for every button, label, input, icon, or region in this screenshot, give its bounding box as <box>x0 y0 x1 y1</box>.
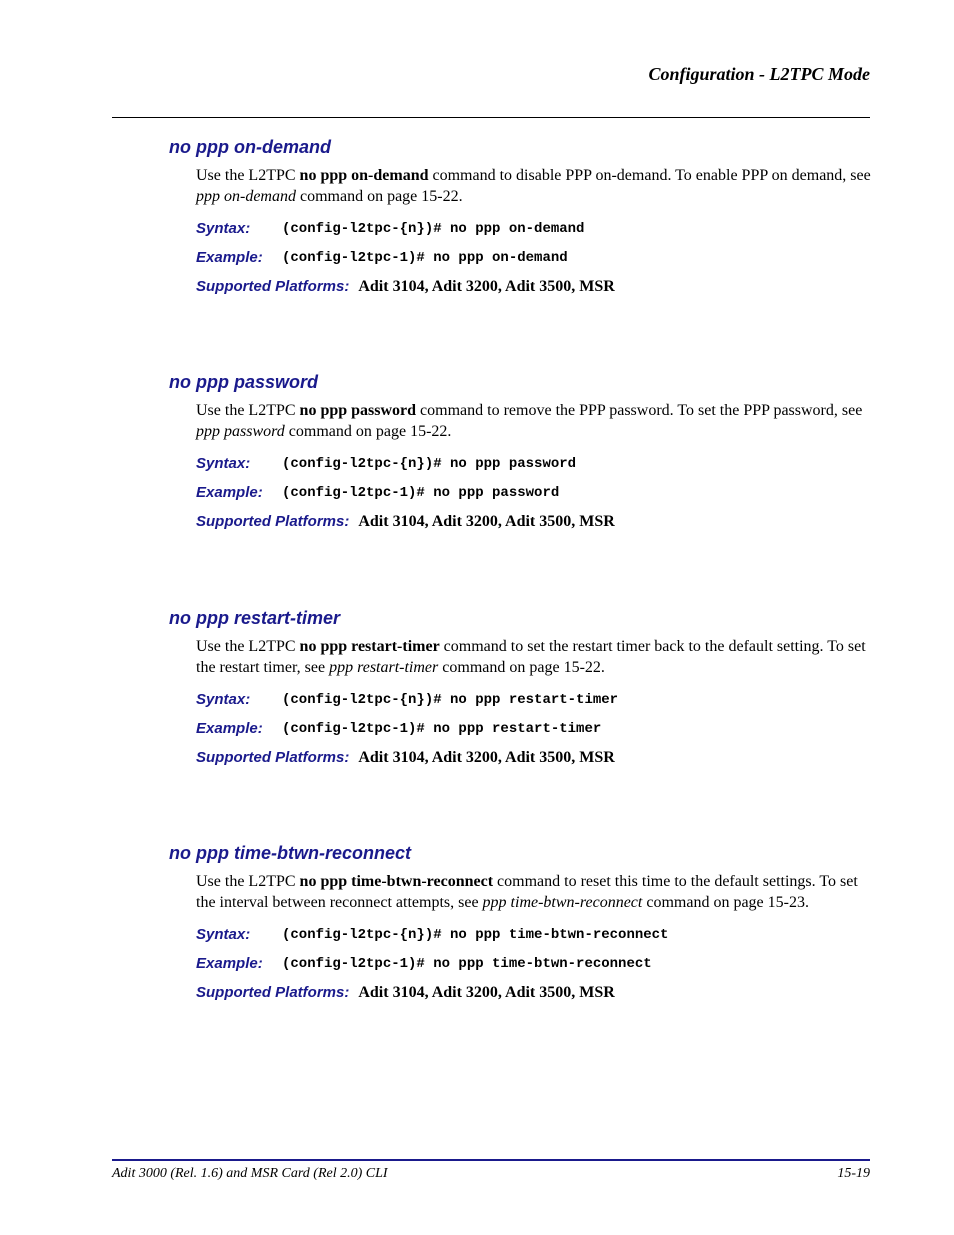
platforms-row <box>196 507 874 536</box>
syntax-row <box>196 214 874 243</box>
platforms-row <box>196 743 874 772</box>
example-label: Example: <box>196 955 263 972</box>
syntax-code: (config-l2tpc-{n})# no ppp restart-timer <box>282 691 619 708</box>
section-title: no ppp restart-timer <box>169 608 341 628</box>
example-label: Example: <box>196 720 263 737</box>
platforms-label: Supported Platforms: <box>196 278 350 295</box>
footer-rule <box>112 1159 870 1161</box>
platforms-row <box>196 978 874 1007</box>
section-description <box>196 401 871 442</box>
command-name: no ppp password <box>299 402 417 419</box>
footer-document-title: Adit 3000 (Rel. 1.6) and MSR Card (Rel 2.0) CLI <box>112 1166 388 1181</box>
syntax-row <box>196 685 874 714</box>
body-text-part: Use the L2TPC <box>196 402 300 419</box>
body-text-part: command on page 15-22. <box>284 422 452 440</box>
example-row <box>196 478 874 507</box>
section-no-ppp-on-demand <box>169 136 874 301</box>
command-name: no ppp time-btwn-reconnect <box>299 873 494 890</box>
syntax-code: (config-l2tpc-{n})# no ppp time-btwn-reconnect <box>282 926 669 943</box>
body-text-part: Use the L2TPC <box>196 167 300 184</box>
body-text-part: command on page 15-22. <box>438 658 605 676</box>
body-text-part: Use the L2TPC <box>196 873 300 890</box>
example-label: Example: <box>196 484 263 501</box>
body-text-part: command to disable PPP on-demand. To enable PPP on demand, see <box>428 167 871 184</box>
platforms-label: Supported Platforms: <box>196 984 350 1001</box>
example-code: (config-l2tpc-1)# no ppp time-btwn-reconnect <box>282 955 652 972</box>
footer-page-number: 15-19 <box>837 1166 870 1181</box>
header-rule <box>112 117 870 118</box>
section-description <box>196 637 871 678</box>
section-no-ppp-time-btwn-reconnect <box>169 842 874 1007</box>
body-text-part: command to remove the PPP password. To set the PPP password, see <box>416 402 863 419</box>
platforms-value: Adit 3104, Adit 3200, Adit 3500, MSR <box>358 277 615 295</box>
command-name: no ppp restart-timer <box>299 638 440 655</box>
section-no-ppp-password <box>169 371 874 536</box>
syntax-row <box>196 920 874 949</box>
example-code: (config-l2tpc-1)# no ppp on-demand <box>282 249 568 266</box>
example-row <box>196 714 874 743</box>
section-title: no ppp on-demand <box>169 137 331 157</box>
syntax-label: Syntax: <box>196 691 251 708</box>
body-text-part: command to reset this time to the default settings. To set the interval between reconnect attempts, see <box>196 873 858 911</box>
body-text-part: command on page 15-23. <box>642 893 809 911</box>
syntax-label: Syntax: <box>196 220 251 237</box>
syntax-label: Syntax: <box>196 926 251 943</box>
platforms-label: Supported Platforms: <box>196 513 350 530</box>
example-row <box>196 243 874 272</box>
section-title: no ppp time-btwn-reconnect <box>169 843 411 863</box>
command-reference: ppp password <box>196 422 285 440</box>
example-code: (config-l2tpc-1)# no ppp restart-timer <box>282 720 602 737</box>
body-text-part: Use the L2TPC <box>196 638 300 655</box>
section-no-ppp-restart-timer <box>169 607 874 772</box>
syntax-code: (config-l2tpc-{n})# no ppp password <box>282 455 577 472</box>
example-label: Example: <box>196 249 263 266</box>
platforms-value: Adit 3104, Adit 3200, Adit 3500, MSR <box>358 983 615 1001</box>
platforms-value: Adit 3104, Adit 3200, Adit 3500, MSR <box>358 512 615 530</box>
platforms-label: Supported Platforms: <box>196 749 350 766</box>
section-title: no ppp password <box>169 372 319 392</box>
running-header: Configuration - L2TPC Mode <box>648 64 870 84</box>
command-reference: ppp on-demand <box>196 187 296 205</box>
example-code: (config-l2tpc-1)# no ppp password <box>282 484 560 501</box>
platforms-value: Adit 3104, Adit 3200, Adit 3500, MSR <box>358 748 615 766</box>
syntax-code: (config-l2tpc-{n})# no ppp on-demand <box>282 220 585 237</box>
command-reference: ppp time-btwn-reconnect <box>482 893 643 911</box>
command-name: no ppp on-demand <box>299 167 429 184</box>
body-text-part: command to set the restart timer back to the default setting. To set the restart timer, see <box>196 638 866 676</box>
body-text-part: command on page 15-22. <box>295 187 463 205</box>
platforms-row <box>196 272 874 301</box>
section-description <box>196 166 871 207</box>
example-row <box>196 949 874 978</box>
command-reference: ppp restart-timer <box>329 658 439 676</box>
syntax-label: Syntax: <box>196 455 251 472</box>
section-description <box>196 872 871 913</box>
syntax-row <box>196 449 874 478</box>
